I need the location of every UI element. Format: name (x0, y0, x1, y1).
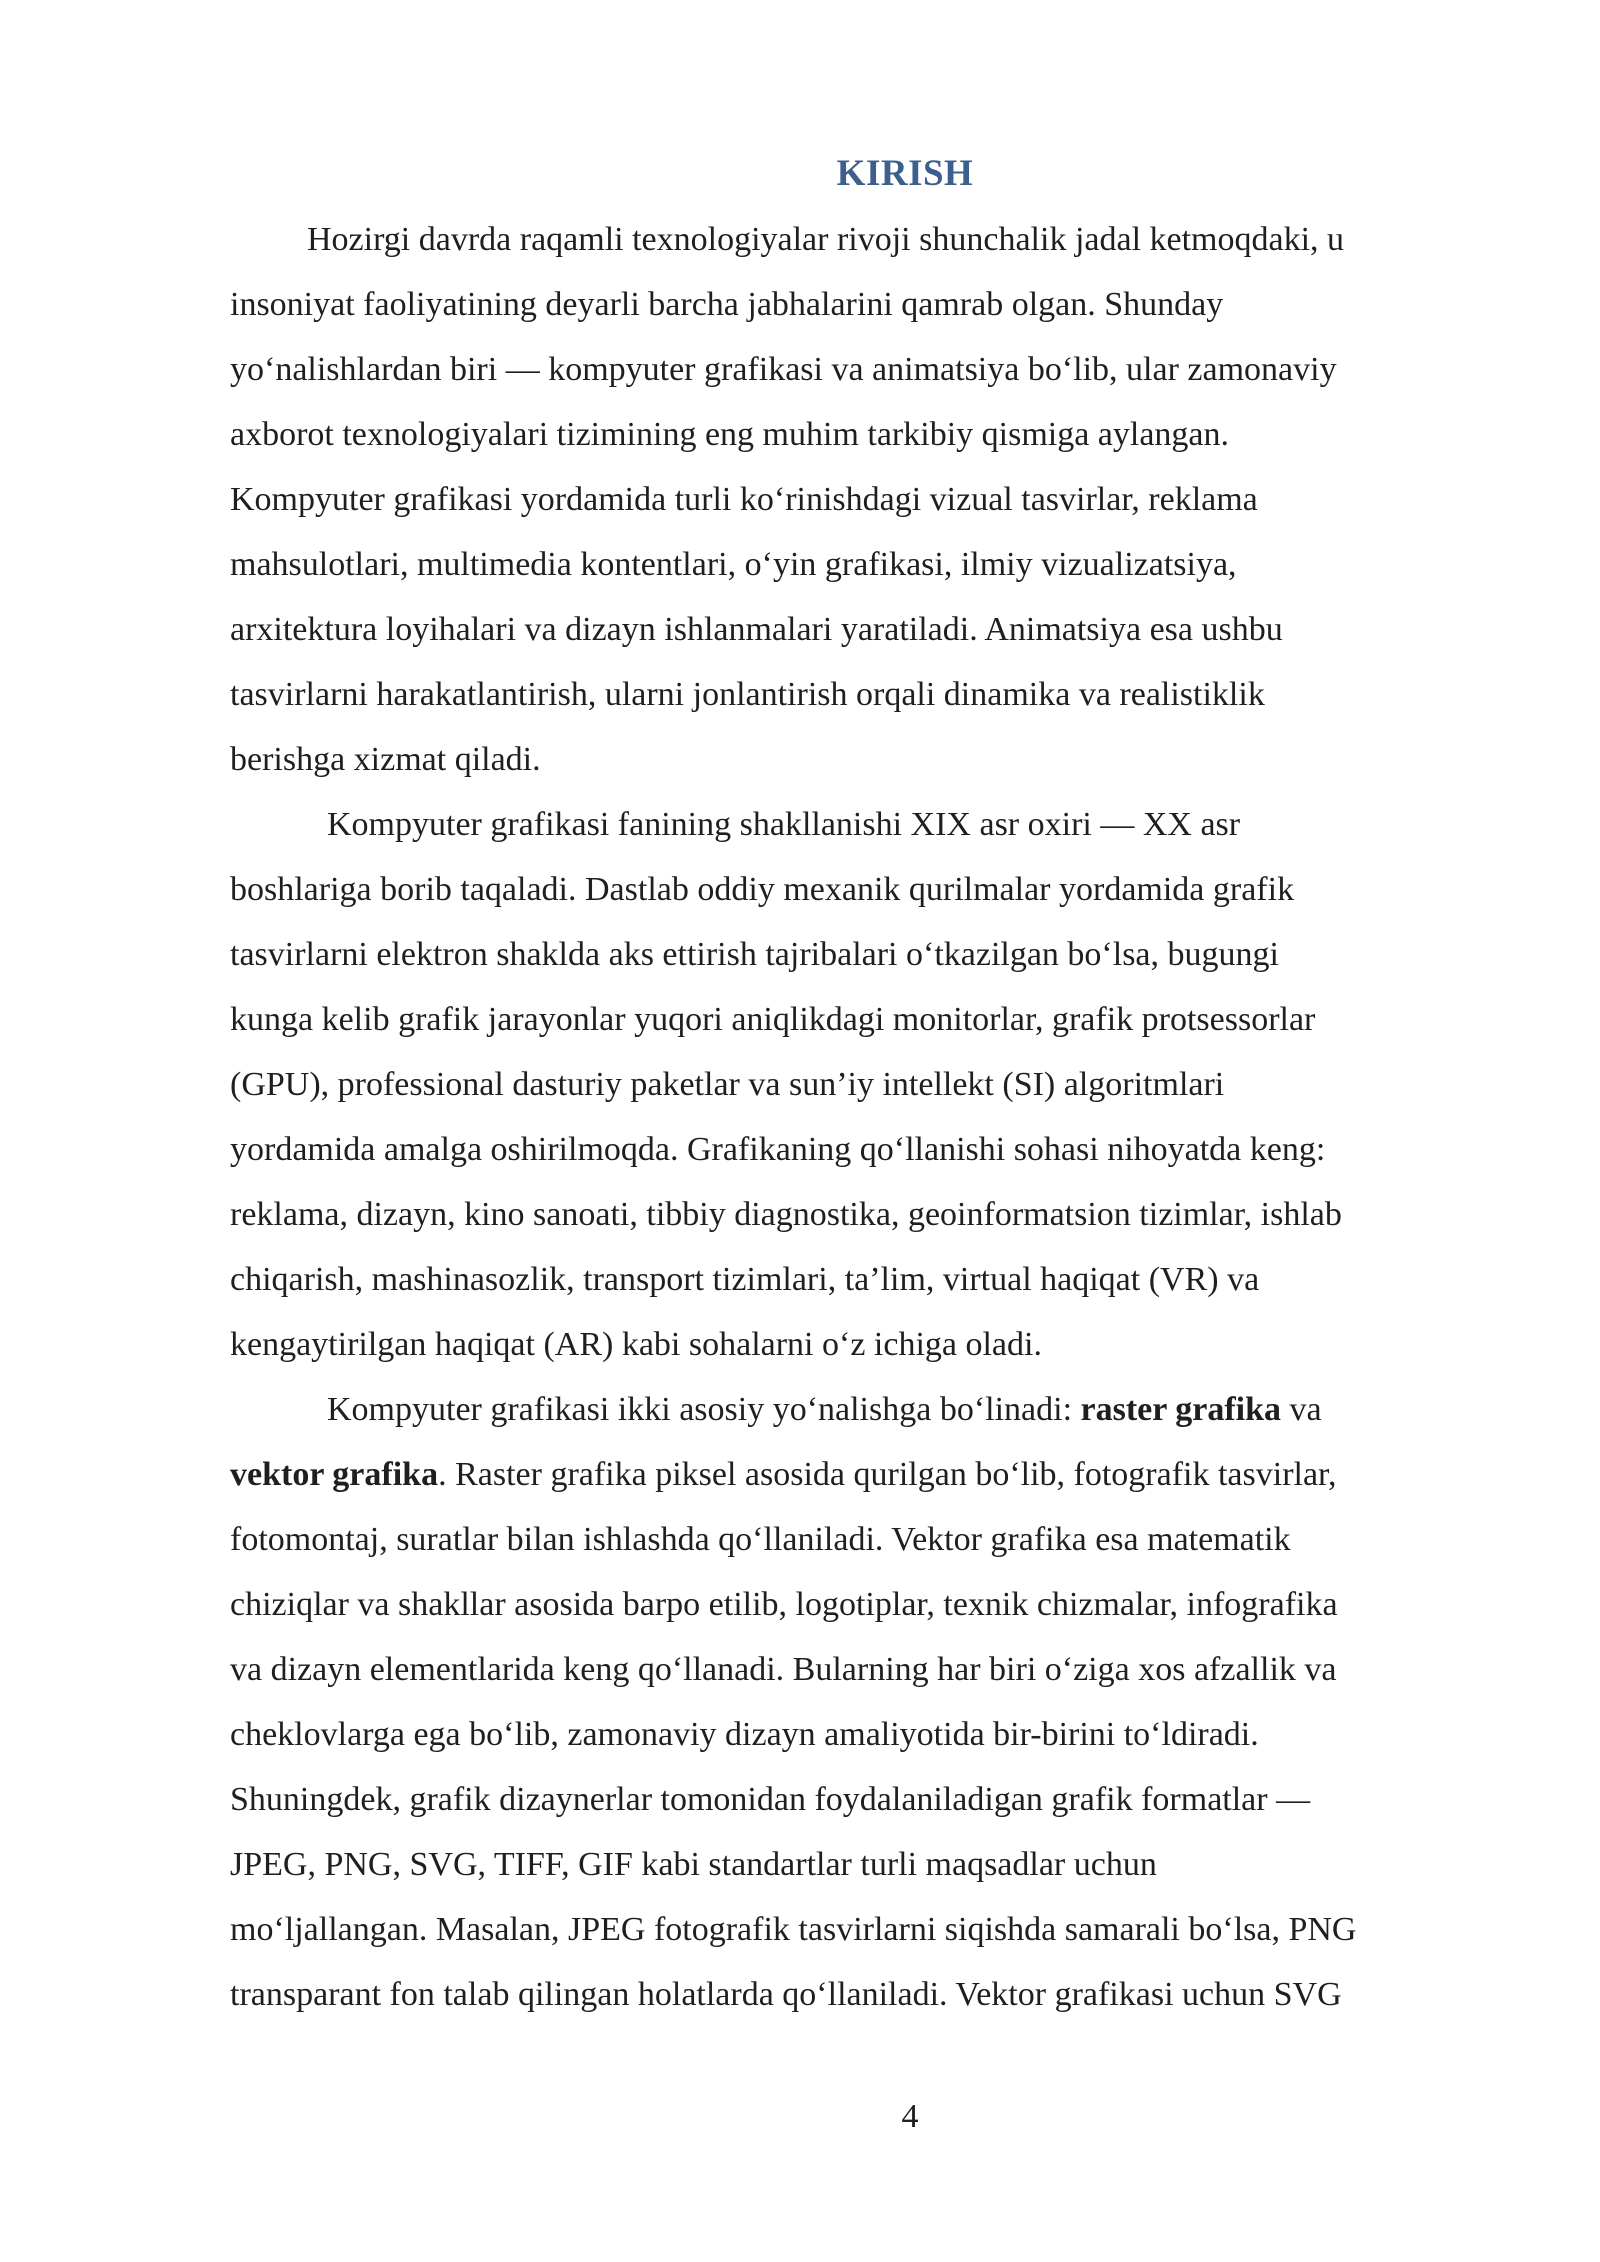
paragraph-3-line-2 (230, 1450, 1337, 1500)
section-heading: KIRISH (836, 153, 974, 194)
paragraph-2-line-7: reklama, dizayn, kino sanoati, tibbiy diagnostika, geoinformatsion tizimlar, ishlab (230, 1196, 1342, 1233)
paragraph-3-line-3: fotomontaj, suratlar bilan ishlashda qo‘llaniladi. Vektor grafika esa matematik (230, 1521, 1291, 1558)
paragraph-1-line-3: yo‘nalishlardan biri — kompyuter grafikasi va animatsiya bo‘lib, ular zamonaviy (230, 351, 1337, 388)
paragraph-1-line-9: berishga xizmat qiladi. (230, 741, 541, 778)
paragraph-1-line-6: mahsulotlari, multimedia kontentlari, o‘yin grafikasi, ilmiy vizualizatsiya, (230, 546, 1237, 583)
paragraph-2-line-5: (GPU), professional dasturiy paketlar va sun’iy intellekt (SI) algoritmlari (230, 1066, 1225, 1103)
paragraph-3-line-4: chiziqlar va shakllar asosida barpo etilib, logotiplar, texnik chizmalar, infografika (230, 1586, 1338, 1623)
term-vektor-grafika: vektor grafika (230, 1456, 439, 1493)
paragraph-2-line-6: yordamida amalga oshirilmoqda. Grafikaning qo‘llanishi sohasi nihoyatda keng: (230, 1131, 1326, 1168)
paragraph-3-line-6: cheklovlarga ega bo‘lib, zamonaviy dizayn amaliyotida bir-birini to‘ldiradi. (230, 1716, 1259, 1753)
paragraph-1-line-7: arxitektura loyihalari va dizayn ishlanmalari yaratiladi. Animatsiya esa ushbu (230, 611, 1283, 648)
paragraph-1-line-1: Hozirgi davrda raqamli texnologiyalar rivoji shunchalik jadal ketmoqdaki, u (307, 221, 1345, 258)
paragraph-2-line-4: kunga kelib grafik jarayonlar yuqori aniqlikdagi monitorlar, grafik protsessorlar (230, 1001, 1316, 1038)
page-number: 4 (901, 2098, 919, 2135)
paragraph-3-line-9: mo‘ljallangan. Masalan, JPEG fotografik tasvirlarni siqishda samarali bo‘lsa, PNG (230, 1911, 1357, 1948)
paragraph-3-line-1-text: Kompyuter grafikasi ikki asosiy yo‘nalishga bo‘linadi: (327, 1391, 1081, 1428)
paragraph-3-line-10: transparant fon talab qilingan holatlarda qo‘llaniladi. Vektor grafikasi uchun SVG (230, 1976, 1342, 2013)
paragraph-3-line-5: va dizayn elementlarida keng qo‘llanadi. Bularning har biri o‘ziga xos afzallik va (230, 1651, 1337, 1688)
paragraph-2-line-1: Kompyuter grafikasi fanining shakllanishi XIX asr oxiri — XX asr (327, 806, 1241, 843)
paragraph-2-line-8: chiqarish, mashinasozlik, transport tizimlari, ta’lim, virtual haqiqat (VR) va (230, 1261, 1260, 1298)
paragraph-2-line-2: boshlariga borib taqaladi. Dastlab oddiy mexanik qurilmalar yordamida grafik (230, 871, 1295, 908)
paragraph-1-line-2: insoniyat faoliyatining deyarli barcha jabhalarini qamrab olgan. Shunday (230, 286, 1224, 323)
paragraph-1-line-8: tasvirlarni harakatlantirish, ularni jonlantirish orqali dinamika va realistiklik (230, 676, 1265, 713)
paragraph-3-line-7: Shuningdek, grafik dizaynerlar tomonidan foydalaniladigan grafik formatlar — (230, 1781, 1311, 1818)
paragraph-3-line-2-text: . Raster grafika piksel asosida qurilgan bo‘lib, fotografik tasvirlar, (438, 1456, 1337, 1493)
term-raster-grafika: raster grafika (1080, 1391, 1282, 1428)
paragraph-2-line-9: kengaytirilgan haqiqat (AR) kabi sohalarni o‘z ichiga oladi. (230, 1326, 1042, 1363)
paragraph-3-line-1-tail: va (1281, 1391, 1322, 1428)
paragraph-1-line-5: Kompyuter grafikasi yordamida turli ko‘rinishdagi vizual tasvirlar, reklama (230, 481, 1258, 518)
paragraph-2-line-3: tasvirlarni elektron shaklda aks ettirish tajribalari o‘tkazilgan bo‘lsa, bugungi (230, 936, 1279, 973)
paragraph-1-line-4: axborot texnologiyalari tizimining eng muhim tarkibiy qismiga aylangan. (230, 416, 1230, 453)
paragraph-3-line-8: JPEG, PNG, SVG, TIFF, GIF kabi standartlar turli maqsadlar uchun (230, 1846, 1157, 1883)
paragraph-3-line-1 (327, 1385, 1322, 1435)
